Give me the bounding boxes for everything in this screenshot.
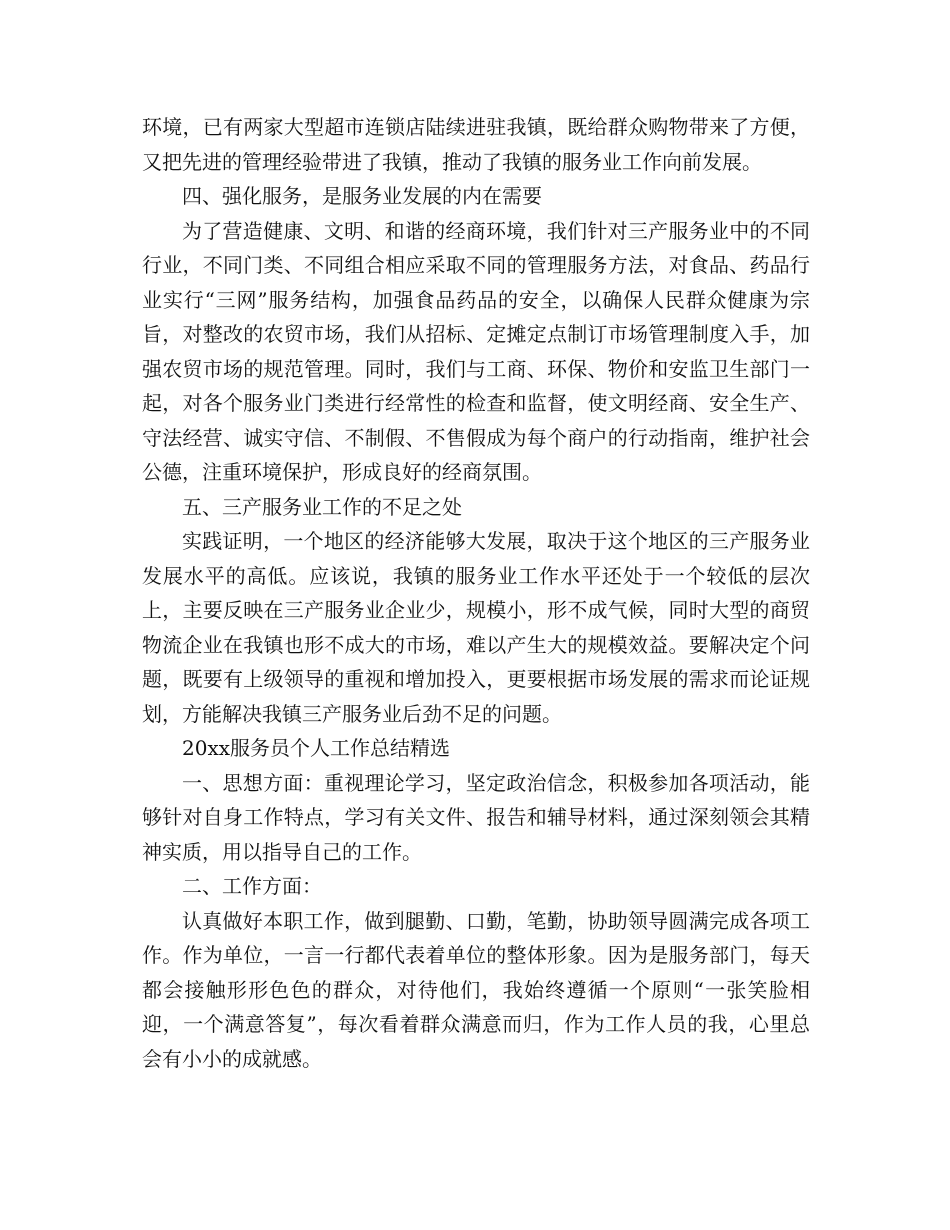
paragraph-shortcomings: 实践证明，一个地区的经济能够大发展，取决于这个地区的三产服务业发展水平的高低。应该说，我镇的服务业工作水平还处于一个较低的层次上，主要反映在三产服务业企业少，规模小，形不成气候，同时大型的商贸物流企业在我镇也形不成大的市场，难以产生大的规模效益。要解决定个问题，既要有上级领导的重视和增加投入，更要根据市场发展的需求而论证规划，方能解决我镇三产服务业后劲不足的问题。: [142, 529, 810, 726]
paragraph-thought: 一、思想方面：重视理论学习，坚定政治信念，积极参加各项活动，能够针对自身工作特点，学习有关文件、报告和辅导材料，通过深刻领会其精神实质，用以指导自己的工作。: [142, 770, 810, 864]
paragraph-work: 认真做好本职工作，做到腿勤、口勤，笔勤，协助领导圆满完成各项工作。作为单位，一言一行都代表着单位的整体形象。因为是服务部门，每天都会接触形形色色的群众，对待他们，我始终遵循一个原则“一张笑脸相迎，一个满意答复”，每次看着群众满意而归，作为工作人员的我，心里总会有小小的成就感。: [142, 908, 810, 1071]
paragraph-service-management: 为了营造健康、文明、和谐的经商环境，我们针对三产服务业中的不同行业，不同门类、不同组合相应采取不同的管理服务方法，对食品、药品行业实行“三网”服务结构，加强食品药品的安全，以确保人民群众健康为宗旨，对整改的农贸市场，我们从招标、定摊定点制订市场管理制度入手，加强农贸市场的规范管理。同时，我们与工商、环保、物价和安监卫生部门一起，对各个服务业门类进行经常性的检查和监督，使文明经商、安全生产、守法经营、诚实守信、不制假、不售假成为每个商户的行动指南，维护社会公德，注重环境保护，形成良好的经商氛围。: [142, 218, 810, 484]
section-heading-5: 五、三产服务业工作的不足之处: [182, 494, 462, 519]
section-heading-work: 二、工作方面：: [182, 874, 322, 898]
section-heading-4: 四、强化服务，是服务业发展的内在需要: [182, 184, 542, 208]
section-title-summary: 20xx服务员个人工作总结精选: [182, 736, 451, 760]
paragraph-continuation: 环境，已有两家大型超市连锁店陆续进驻我镇，既给群众购物带来了方便，又把先进的管理经验带进了我镇，推动了我镇的服务业工作向前发展。: [142, 115, 810, 174]
document-page: [142, 110, 810, 1076]
